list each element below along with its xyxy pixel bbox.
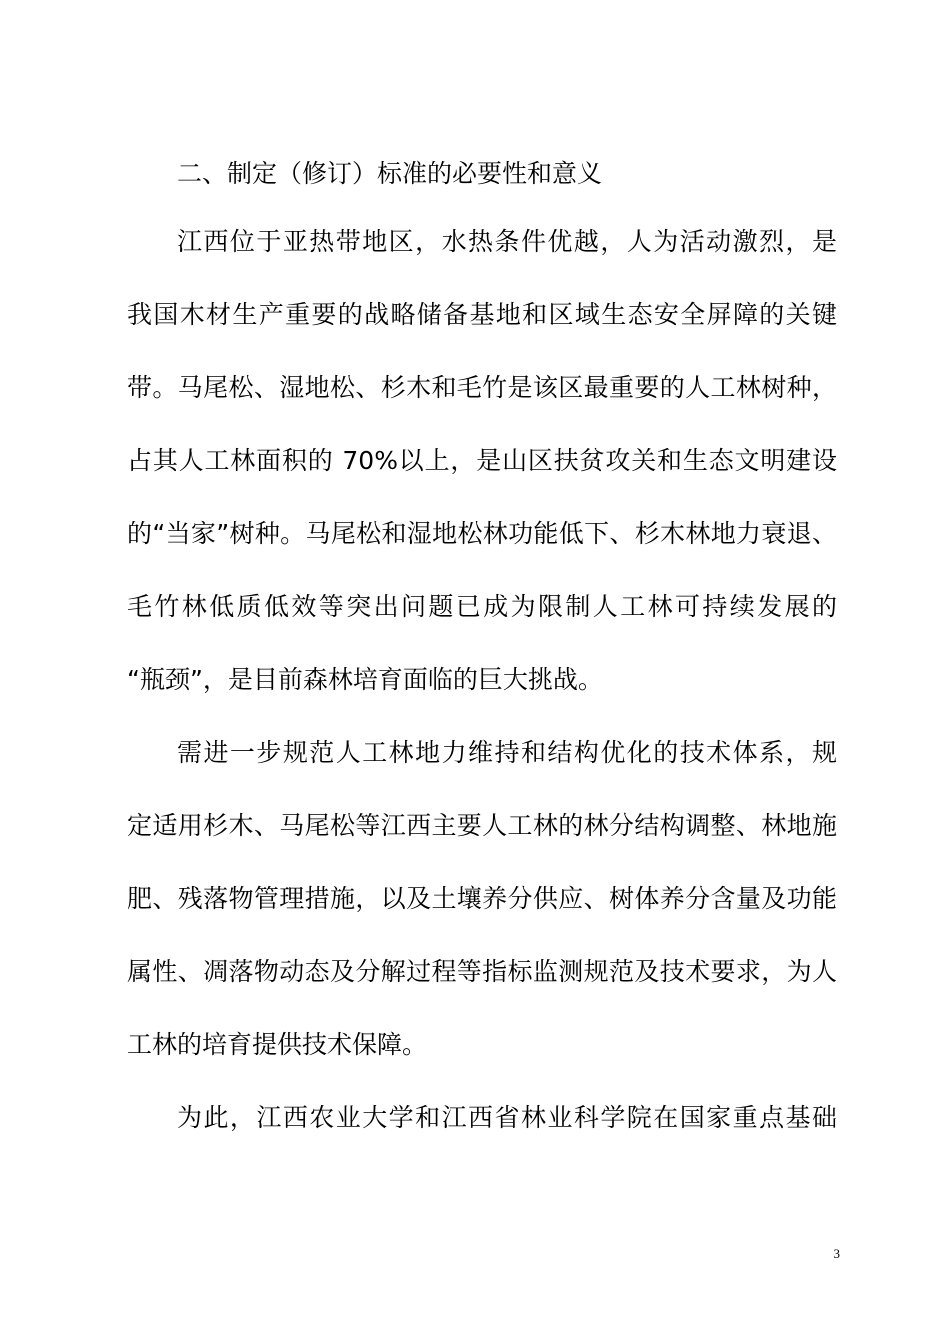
paragraph-1-line-7: “瓶颈”，是目前森林培育面临的巨大挑战。 [127, 665, 603, 694]
paragraph-2-line-5: 工林的培育提供技术保障。 [127, 1030, 428, 1059]
paragraph-2-line-3: 肥、残落物管理措施，以及土壤养分供应、树体养分含量及功能 [127, 884, 837, 913]
paragraph-1-line-4: 占其人工林面积的 70%以上，是山区扶贫攻关和生态文明建设 [127, 446, 837, 475]
paragraph-1-line-1: 江西位于亚热带地区，水热条件优越，人为活动激烈，是 [177, 227, 837, 256]
paragraph-2-line-4: 属性、凋落物动态及分解过程等指标监测规范及技术要求，为人 [127, 957, 837, 986]
paragraph-2-line-1: 需进一步规范人工林地力维持和结构优化的技术体系，规 [177, 738, 837, 767]
paragraph-1-line-6: 毛竹林低质低效等突出问题已成为限制人工林可持续发展的 [127, 592, 837, 621]
paragraph-1-line-2: 我国木材生产重要的战略储备基地和区域生态安全屏障的关键 [127, 300, 837, 329]
section-heading: 二、制定（修订）标准的必要性和意义 [177, 159, 603, 188]
paragraph-1-line-3: 带。马尾松、湿地松、杉木和毛竹是该区最重要的人工林树种， [127, 373, 837, 402]
paragraph-3-line-1: 为此，江西农业大学和江西省林业科学院在国家重点基础 [177, 1103, 837, 1132]
paragraph-1-line-5: 的“当家”树种。马尾松和湿地松林功能低下、杉木林地力衰退、 [127, 519, 837, 548]
page-number: 3 [833, 1246, 840, 1261]
paragraph-2-line-2: 定适用杉木、马尾松等江西主要人工林的林分结构调整、林地施 [127, 811, 837, 840]
